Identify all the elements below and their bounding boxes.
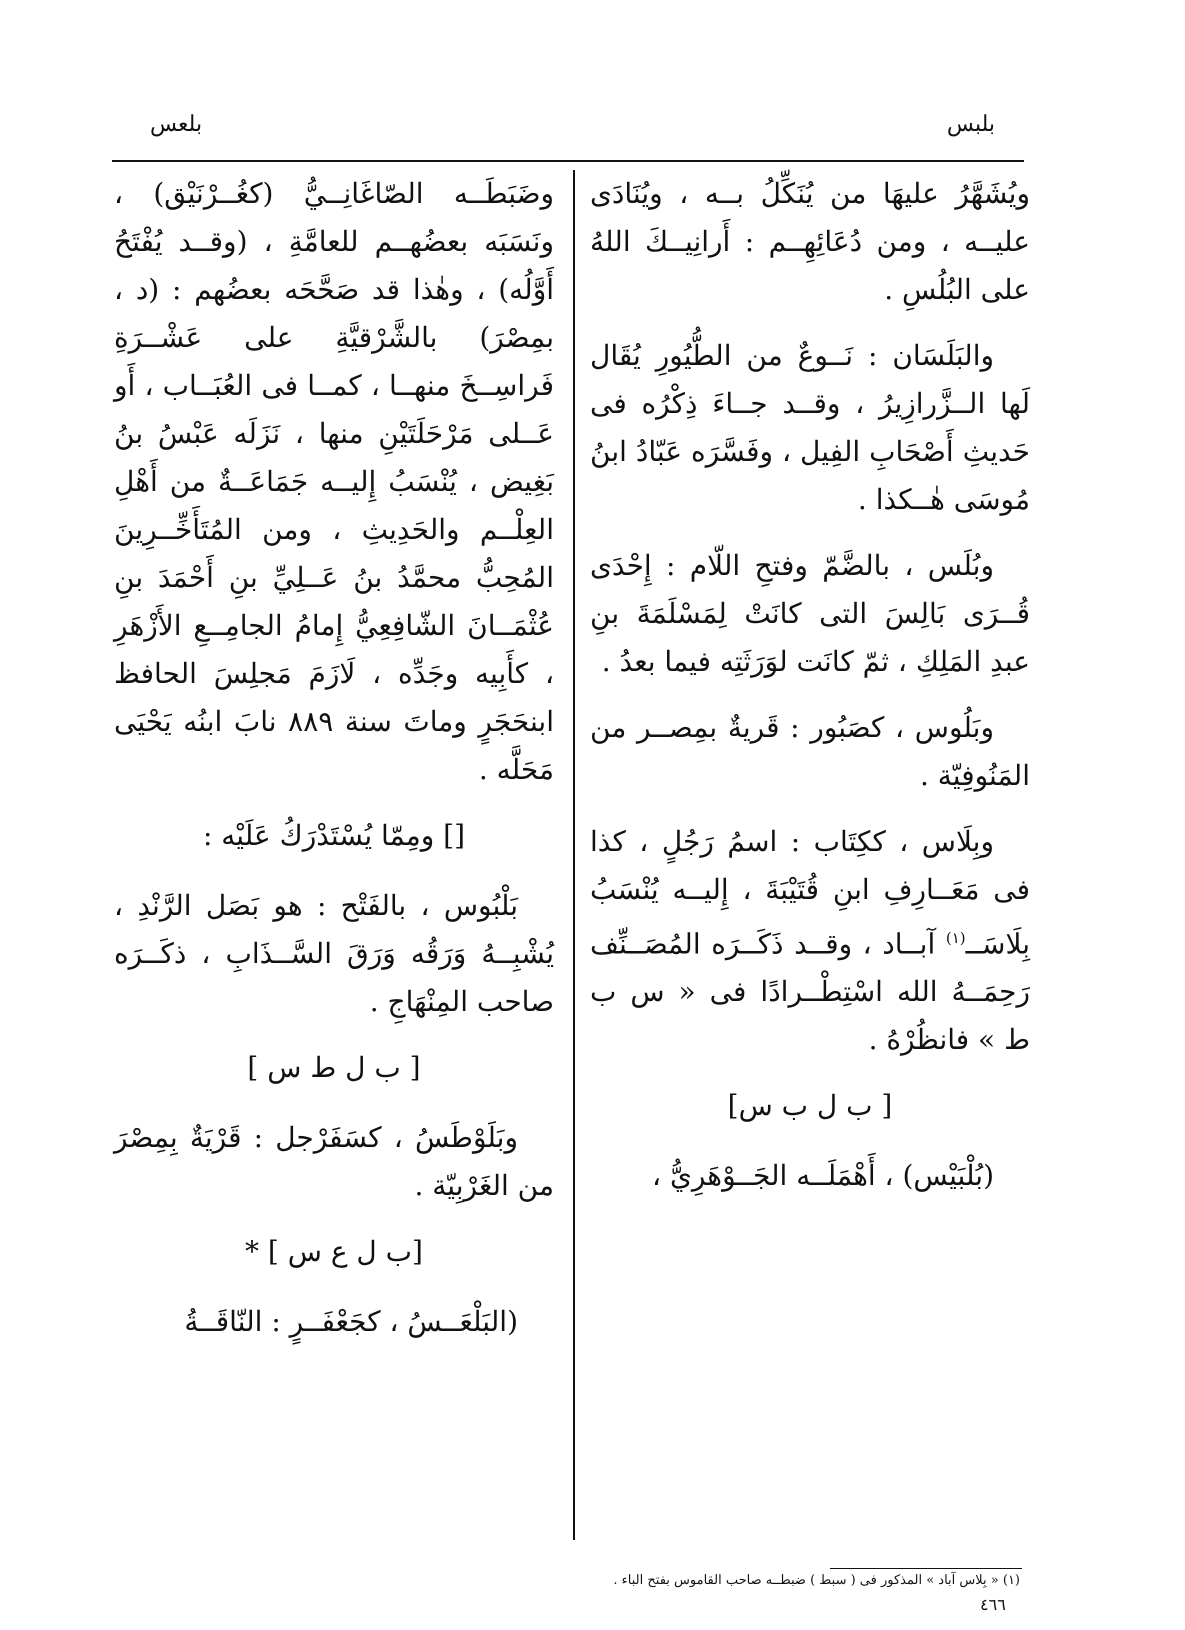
page-number: ٤٦٦ — [980, 1595, 1006, 1614]
entry-paragraph-continued: وضَبَطَــه الصّاغَانِــيُّ (كغُــرْنَيْق) ، ونَسَبَه بعضُهــم للعامَّةِ ، (وقــد يُفْتَحُ أَوَّلُه) ، وهٰذا قد صَحَّحَه بعضُهم : (د ، بمِصْرَ) بالشَّرْقيَّةِ على عَشْــرَةِ فَراسِــخَ منهــا ، كمــا فى العُبَــاب ، أَو عَــلى مَرْحَلَتَيْنِ منها ، نَزَلَه عَبْسُ بنُ بَغِيض ، يُنْسَبُ إِليــه جَمَاعَــةٌ من أَهْلِ العِلْــم والحَدِيثِ ، ومن المُتَأَخِّــرِينَ المُحِبُّ محمَّدُ بنُ عَــلِيِّ بنِ أَحْمَدَ بنِ عُثْمَــانَ الشّافِعِيُّ إِمامُ الجامِــعِ الأَزْهَرِ ، كأَبِيه وجَدِّه ، لَازَمَ مَجلِسَ الحافظ ابنحَجَرٍ وماتَ سنة ٨٨٩ نابَ ابنُه يَحْيَى مَحَلَّه . — [114, 177, 555, 786]
left-column — [114, 170, 554, 1364]
entry-balus: وبَلُوس ، كصَبُور : قَريةٌ بمِصــر من المَنُوفِيّة . — [590, 711, 1030, 792]
entry-balas: (البَلْعَــسُ ، كجَعْفَــرٍ : النّاقَــةُ — [184, 1305, 518, 1338]
footnote-marker: (١) — [945, 929, 966, 947]
footnote: (١) « بِلاس آباد » المذكور فى ( سبط ) ضبطــه صاحب القاموس بفتح الباء . — [613, 1573, 1020, 1588]
addendum-heading: [] ومِمّا يُسْتَدْرَكُ عَلَيْه : — [202, 819, 466, 852]
entry-bilas — [590, 818, 1030, 1064]
entry-bulas: وبُلَس ، بالضَّمّ وفتحِ اللّام : إِحْدَى قُــرَى بَالِسَ التى كانَتْ لِمَسْلَمَةَ بنِ عبدِ المَلِكِ ، ثمّ كانَت لوَرَثَتِه فيما بعدُ . — [590, 549, 1030, 678]
column-divider — [573, 170, 575, 1540]
entry-bilas-text-1: وبِلَاس ، ككِتَاب : اسمُ رَجُلٍ ، كذا فى مَعَــارِفِ ابنِ قُتَيْبَةَ ، إِليــه يُنْسَبُ بِلَاسَــ — [590, 825, 1030, 961]
entry-paragraph: ويُشَهَّرُ عليهَا من يُنَكِّلُ بــه ، ويُنَادَى عليــه ، ومن دُعَائِهِــم : أَرانِيــكَ اللهُ على البُلُسِ . — [590, 177, 1030, 306]
running-head-left: بلعس — [150, 112, 203, 137]
running-head-right: بلبس — [946, 112, 995, 137]
root-heading-blts: [ ب ل ط س ] — [247, 1051, 421, 1084]
entry-balbus: بَلْبُوس ، بالفَتْح : هو بَصَل الرَّنْدِ ، يُشْبِــهُ وَرَقُه وَرَقَ السَّــذَابِ ، ذكَــرَه صاحب المِنْهَاجِ . — [114, 889, 554, 1018]
entry-balawtas: وبَلَوْطَسُ ، كسَفَرْجل : قَرْيَةٌ بِمِصْرَ من الغَرْبِيّة . — [114, 1121, 554, 1202]
entry-bulbays: (بُلْبَيْس) ، أَهْمَلَــه الجَــوْهَرِيُّ ، — [652, 1159, 994, 1193]
root-heading-blbs: [ ب ل ب س] — [727, 1089, 893, 1123]
entry-balasan: والبَلَسَان : نَــوعٌ من الطُّيُورِ يُقَال لَها الــزَّرازِيرُ ، وقــد جــاءَ ذِكْرُه فى حَديثِ أَصْحَابِ الفِيل ، وفَسَّرَه عَبّادُ ابنُ مُوسَى هٰــكذا . — [590, 339, 1030, 516]
entry-bilas-text-2: آبــاد ، وقــد ذَكَــرَه المُصَــنِّف رَحِمَــهُ الله اسْتِطْــرادًا فى « س ب ط » فانظُرْهُ . — [590, 927, 1030, 1057]
header-rule — [112, 160, 1024, 162]
right-column — [590, 170, 1030, 1218]
footnote-rule — [830, 1568, 1022, 1569]
root-heading-bls: [ب ل ع س ] * — [245, 1235, 423, 1268]
